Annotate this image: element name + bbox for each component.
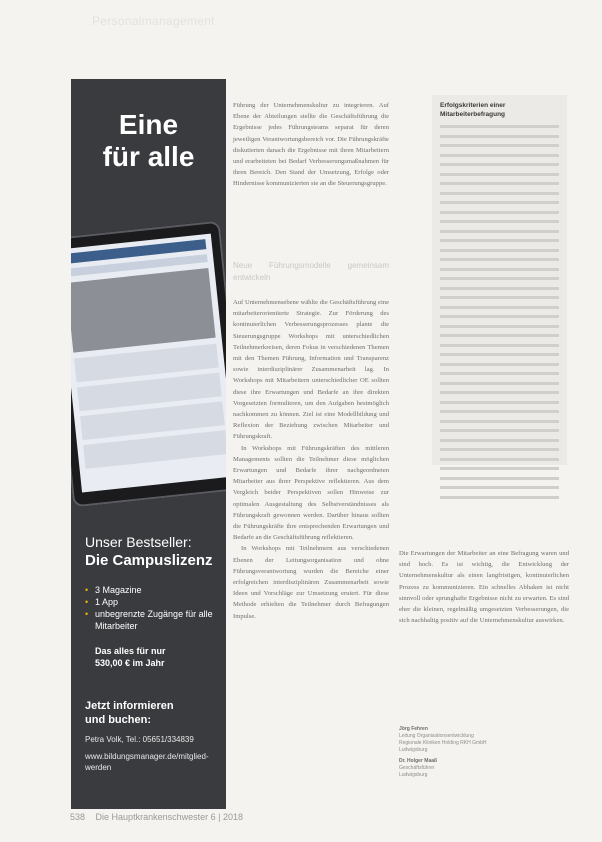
article-subheading: Neue Führungsmodelle gemeinsam entwickeln [233,261,389,282]
ad-price-line2: 530,00 € im Jahr [95,658,165,668]
author-name: Dr. Holger Maaß [399,758,438,764]
section-header: Personalmanagement [92,14,215,28]
author-line: Ludwigsburg [399,747,428,753]
info-box-title: Erfolgskriterien einer Mitarbeiterbefragung [440,102,506,118]
tablet-screen [71,234,226,493]
ad-price-line1: Das alles für nur [95,646,166,656]
author-line: Regionale Kliniken Holding RKH GmbH [399,740,487,746]
article-paragraph: In Workshops mit Führungskräften des mittleren Managements sollten die Teilnehmer diese möglichen Erwartungen und Bedarfe ihrer nachgeordneten Mitarbeiter aus ihrer Perspektive reflektieren. Aus dem Vergleich beider Perspektiven sollen Hinweise zur optimalen Ausgestaltung des Selbstverständnisses als Führungskraft gewonnen werden. Darüber hinaus sollten die Führungskräfte ihre entsprechenden Erwartungen und Bedarfe an die Geschäftsführung reflektieren. [233,444,389,542]
article-column-right [399,548,569,626]
article-block-main [233,297,389,622]
journal-name: Die Hauptkrankenschwester 6 | 2018 [95,812,243,822]
advertisement[interactable] [71,79,226,809]
ad-cta-line1: Jetzt informieren [85,700,174,712]
ad-bestseller-name: Die Campuslizenz [85,552,213,569]
ad-feature-item: • 3 Magazine [85,584,226,596]
ad-feature-item: • 1 App [85,596,226,608]
author-line: Geschäftsführer [399,765,435,771]
author-entry [399,758,569,779]
author-line: Ludwigsburg [399,772,428,778]
article-paragraph: Führung der Unternehmenskultur zu integrieren. Auf Ebene der Abteilungen stellte die Geschäftsführung die Ergebnisse jedes Führungsteams separat für deren jeweiligen Verantwortungsbereich vor. Die Führungskräfte diskutierten danach die Ergebnisse mit ihren Mitarbeitern und erarbeiteten bei Bedarf Verbesserungsmaßnahmen für ihren Bereich. Den Stand der Umsetzung, Erfolge oder Hindernisse kommunizierten sie an die Steuerungsgruppe. [233,102,389,188]
article-block-intro [233,100,389,190]
page-number: 538 [70,812,86,822]
ad-cta [85,699,174,727]
ad-bestseller-prefix: Unser Bestseller: [85,534,192,550]
ad-cta-line2: und buchen: [85,714,151,726]
ad-contact: Petra Volk, Tel.: 05651/334839 [85,735,194,744]
tablet-image [71,221,226,508]
ad-url-link[interactable]: www.bildungsmanager.de/mitglied-werden [85,752,209,772]
article-paragraph: In Workshops mit Teilnehmern aus verschiedenen Ebenen der Leitungsorganisation und ohne Führungsverantwortung wurden die Bereiche einer erfolgreichen interdisziplinären Zusammenarbeit sowie Ideen und Vorschläge zur Umsetzung eruiert. Für diese Methode erhielten die Teilnehmer durch Befragungen Impulse. [233,545,389,620]
ad-feature-list [85,584,226,632]
article-paragraph: Die Erwartungen der Mitarbeiter an eine Befragung waren und sind hoch. Es ist wichtig, die Entwicklung der Unternehmenskultur als einen langfristigen, kontinuierlichen Prozess zu kommunizieren. Ein schnelles Abhaken ist nicht sinnvoll oder sprunghafte Ergebnisse nicht zu erwarten. Es sind eher die kleinen, regelmäßig umgesetzten Verbesserungen, die sich nachhaltig positiv auf die Unternehmenskultur auswirken. [399,550,569,625]
info-box [432,95,567,465]
ad-title-line2: für alle [102,141,195,172]
article-paragraph: Auf Unternehmensebene wählte die Geschäftsführung eine mitarbeiterorientierte Strategie. Zur Förderung des kontinuierlichen Verbesserungsprozesses plante die Steuerungsgruppe Workshops mit unterschiedlichen Teilnehmerkreisen, deren Fokus in verschiedenen Themen mit den Themen Führung, Information und Transparenz sowie interdisziplinärer Zusammenarbeit lag. In Workshops mit Mitarbeitern unterschiedlicher OE sollten diese ihre Erwartungen und Bedarfe an ihre direkten Vorgesetzten formulieren, um den Aufgaben bestmöglich nachkommen zu können. Ziel ist eine Modellbildung und Reflexion der Beziehung zwischen Mitarbeiter und Führungskraft. [233,299,389,441]
author-info [399,726,569,779]
page-footer [70,812,251,822]
ad-feature-item: • unbegrenzte Zugänge für alle Mitarbeiter [85,608,226,632]
author-line: Leitung Organisationsentwicklung [399,733,474,739]
author-entry [399,726,569,754]
info-box-text [440,125,559,499]
ad-price [95,645,166,669]
ad-title [71,109,226,173]
author-name: Jörg Fehren [399,726,428,732]
ad-title-line1: Eine [118,109,179,140]
